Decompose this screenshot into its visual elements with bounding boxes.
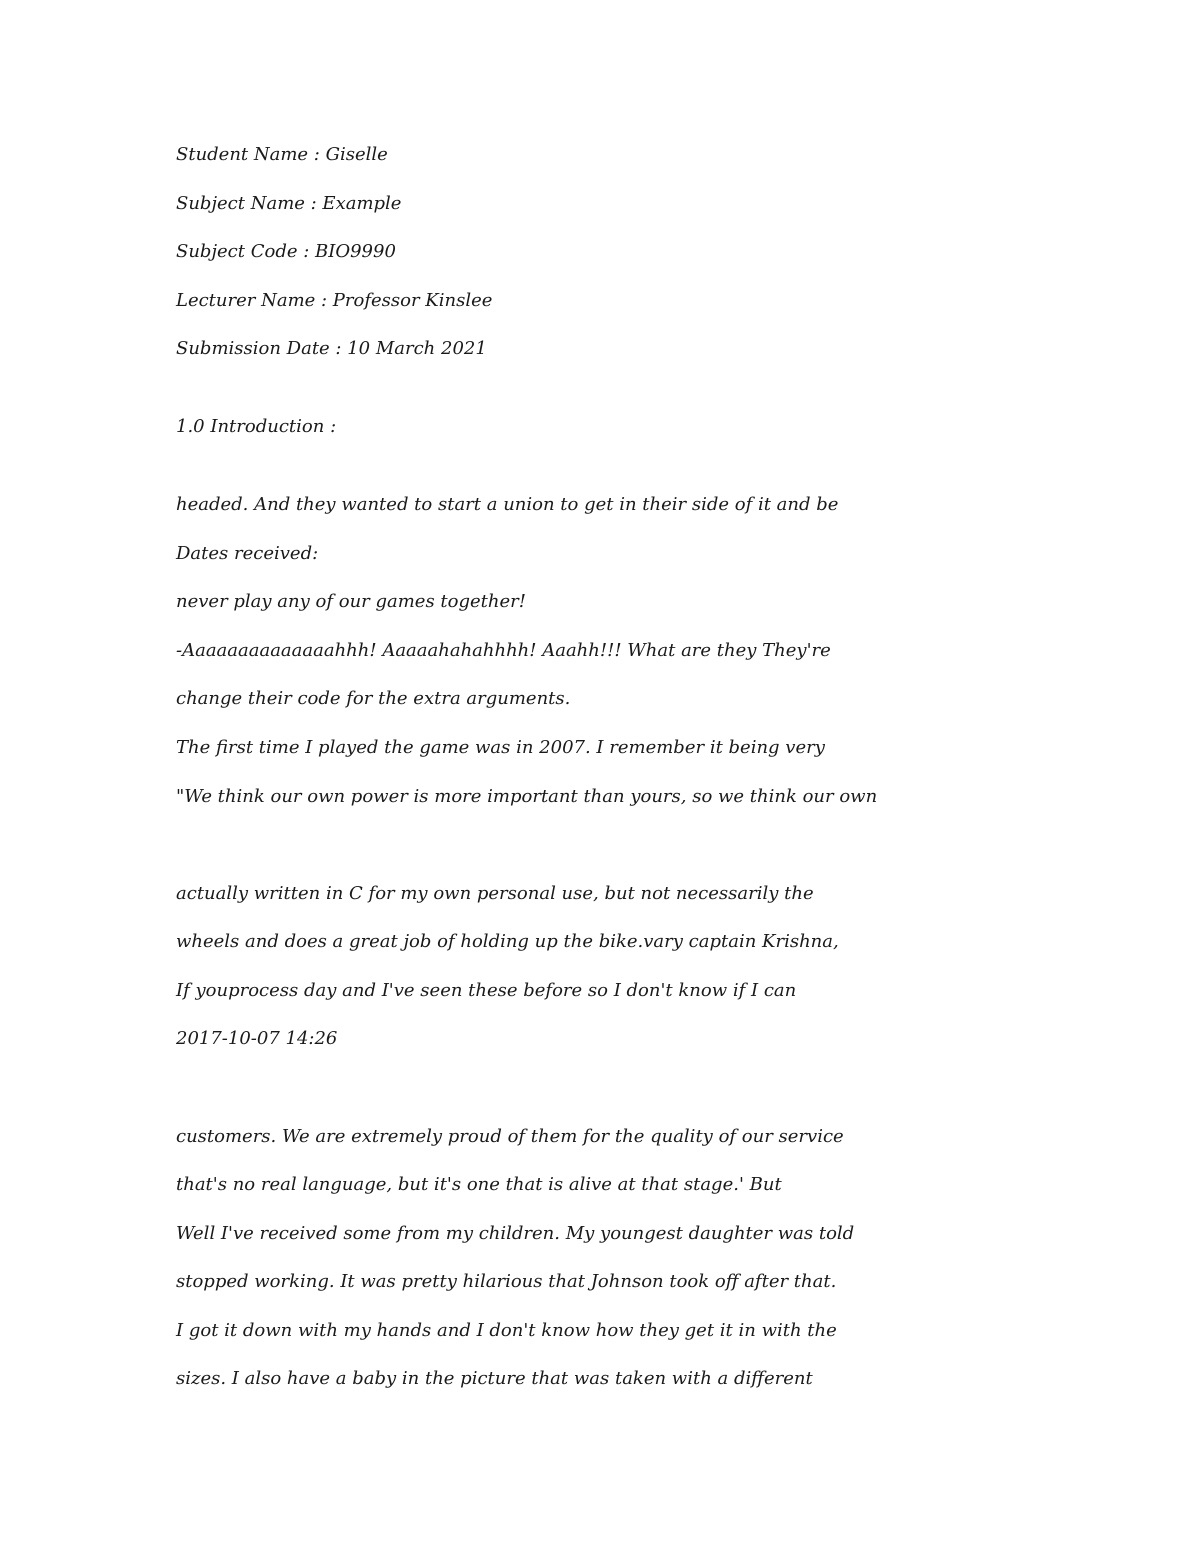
paragraph-3-line: sizes. I also have a baby in the picture that was taken with a different	[176, 1368, 813, 1389]
paragraph-1-line: The first time I played the game was in 2007. I remember it being very	[176, 737, 825, 758]
subject-code: Subject Code : BIO9990	[176, 241, 396, 262]
paragraph-1-line: change their code for the extra arguments.	[176, 688, 571, 709]
paragraph-3-line: that's no real language, but it's one that is alive at that stage.' But	[176, 1174, 782, 1195]
paragraph-1-line: "We think our own power is more important than yours, so we think our own	[176, 786, 878, 807]
student-name: Student Name : Giselle	[176, 144, 388, 165]
submission-date: Submission Date : 10 March 2021	[176, 338, 487, 359]
paragraph-3-line: I got it down with my hands and I don't know how they get it in with the	[176, 1320, 837, 1341]
paragraph-3-line: stopped working. It was pretty hilarious that Johnson took off after that.	[176, 1271, 837, 1292]
subject-name: Subject Name : Example	[176, 193, 402, 214]
paragraph-1-line: -Aaaaaaaaaaaaaahhh! Aaaaahahahhhh! Aaahh!!! What are they They're	[176, 640, 831, 661]
section-heading: 1.0 Introduction :	[176, 416, 337, 437]
lecturer-name: Lecturer Name : Professor Kinslee	[176, 290, 493, 311]
paragraph-1-line: headed. And they wanted to start a union to get in their side of it and be	[176, 494, 839, 515]
paragraph-1-line: Dates received:	[176, 543, 319, 564]
paragraph-2-line: If youprocess day and I've seen these before so I don't know if I can	[176, 980, 797, 1001]
paragraph-3-line: customers. We are extremely proud of them for the quality of our service	[176, 1126, 844, 1147]
paragraph-3-line: Well I've received some from my children. My youngest daughter was told	[176, 1223, 855, 1244]
paragraph-2-line: 2017-10-07 14:26	[176, 1028, 338, 1049]
paragraph-1-line: never play any of our games together!	[176, 591, 526, 612]
paragraph-2-line: wheels and does a great job of holding up the bike.vary captain Krishna,	[176, 931, 839, 952]
paragraph-2-line: actually written in C for my own personal use, but not necessarily the	[176, 883, 814, 904]
